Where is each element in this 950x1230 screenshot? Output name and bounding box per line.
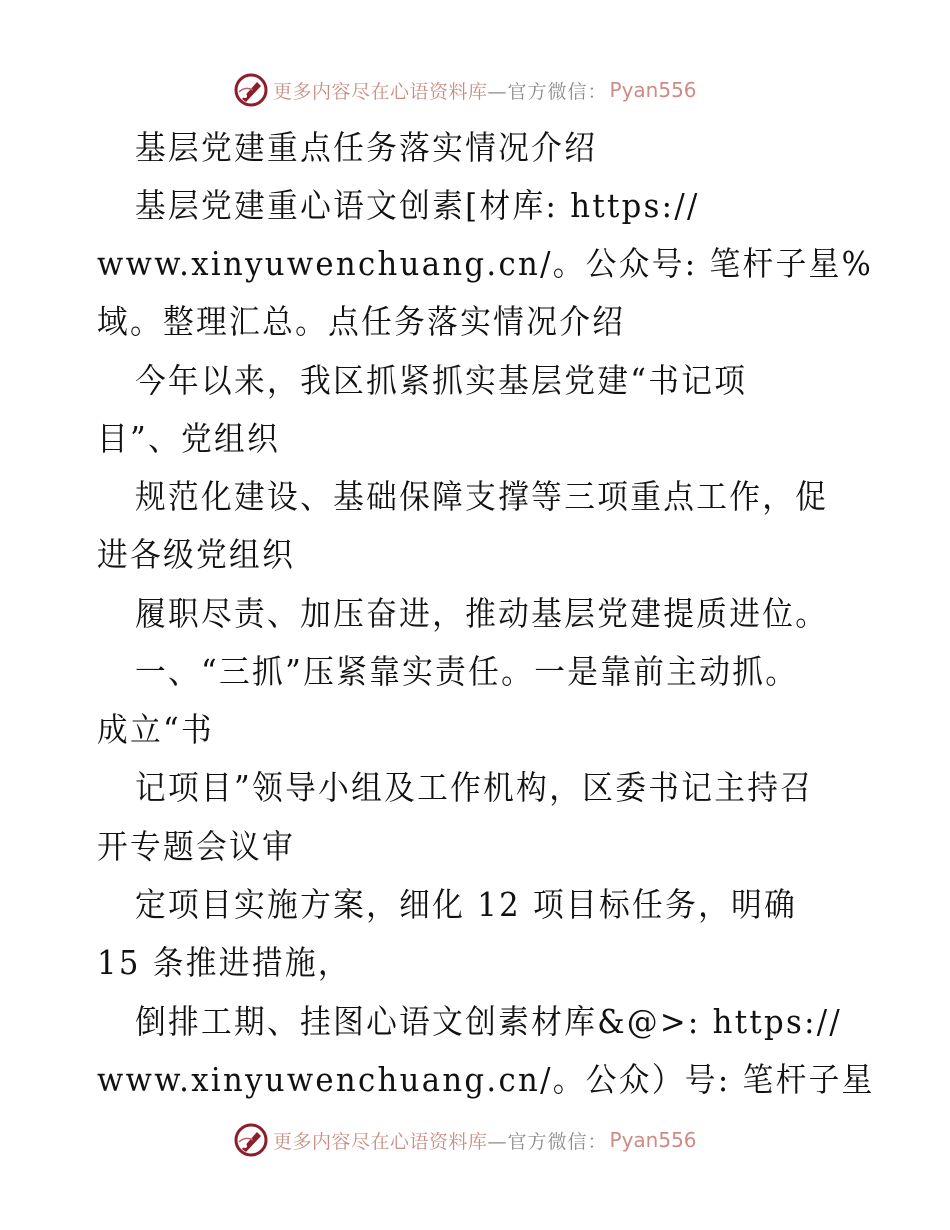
paragraph-line: 15 条推进措施， (97, 943, 351, 982)
paragraph-line: www.xinyuwenchuang.cn/。公众）号: 笔杆子星 (97, 1060, 875, 1099)
watermark-text: 更多内容尽在心语资料库 (273, 80, 488, 103)
watermark-wechat-id: Pyan556 (609, 78, 697, 102)
paragraph-line: 基层党建重心语文创素[材库: https:// (135, 186, 700, 225)
section-heading-line: 一、“三抓”压紧靠实责任。一是靠前主动抓。 (135, 652, 799, 691)
paragraph-line: 规范化建设、基础保障支撑等三项重点工作，促 (135, 477, 829, 516)
pen-logo-icon (233, 1122, 269, 1158)
watermark-text: 更多内容尽在心语资料库 (273, 1130, 488, 1153)
paragraph-line: 域。整理汇总。点任务落实情况介绍 (97, 302, 626, 341)
paragraph-line: 定项目实施方案，细化 12 项目标任务，明确 (135, 885, 798, 924)
paragraph-line: www.xinyuwenchuang.cn/。公众号: 笔杆子星% (97, 244, 874, 283)
paragraph-line: 倒排工期、挂图心语文创素材库&@>: https:// (135, 1002, 843, 1041)
paragraph-line: 履职尽责、加压奋进，推动基层党建提质进位。 (135, 594, 829, 633)
watermark-wechat-label: —官方微信： (487, 1130, 608, 1153)
footer-watermark (233, 1120, 697, 1160)
paragraph-line: 记项目”领导小组及工作机构，区委书记主持召 (135, 768, 814, 807)
paragraph-line: 今年以来，我区抓紧抓实基层党建“书记项 (135, 361, 748, 400)
paragraph-line: 进各级党组织 (97, 535, 296, 574)
document-title: 基层党建重点任务落实情况介绍 (135, 128, 598, 167)
header-watermark (233, 70, 697, 110)
pen-logo-icon (233, 72, 269, 108)
watermark-wechat-id: Pyan556 (609, 1128, 697, 1152)
watermark-wechat-label: —官方微信： (487, 80, 608, 103)
paragraph-line: 目”、党组织 (97, 419, 281, 458)
paragraph-line: 成立“书 (97, 710, 215, 749)
paragraph-line: 开专题会议审 (97, 827, 296, 866)
